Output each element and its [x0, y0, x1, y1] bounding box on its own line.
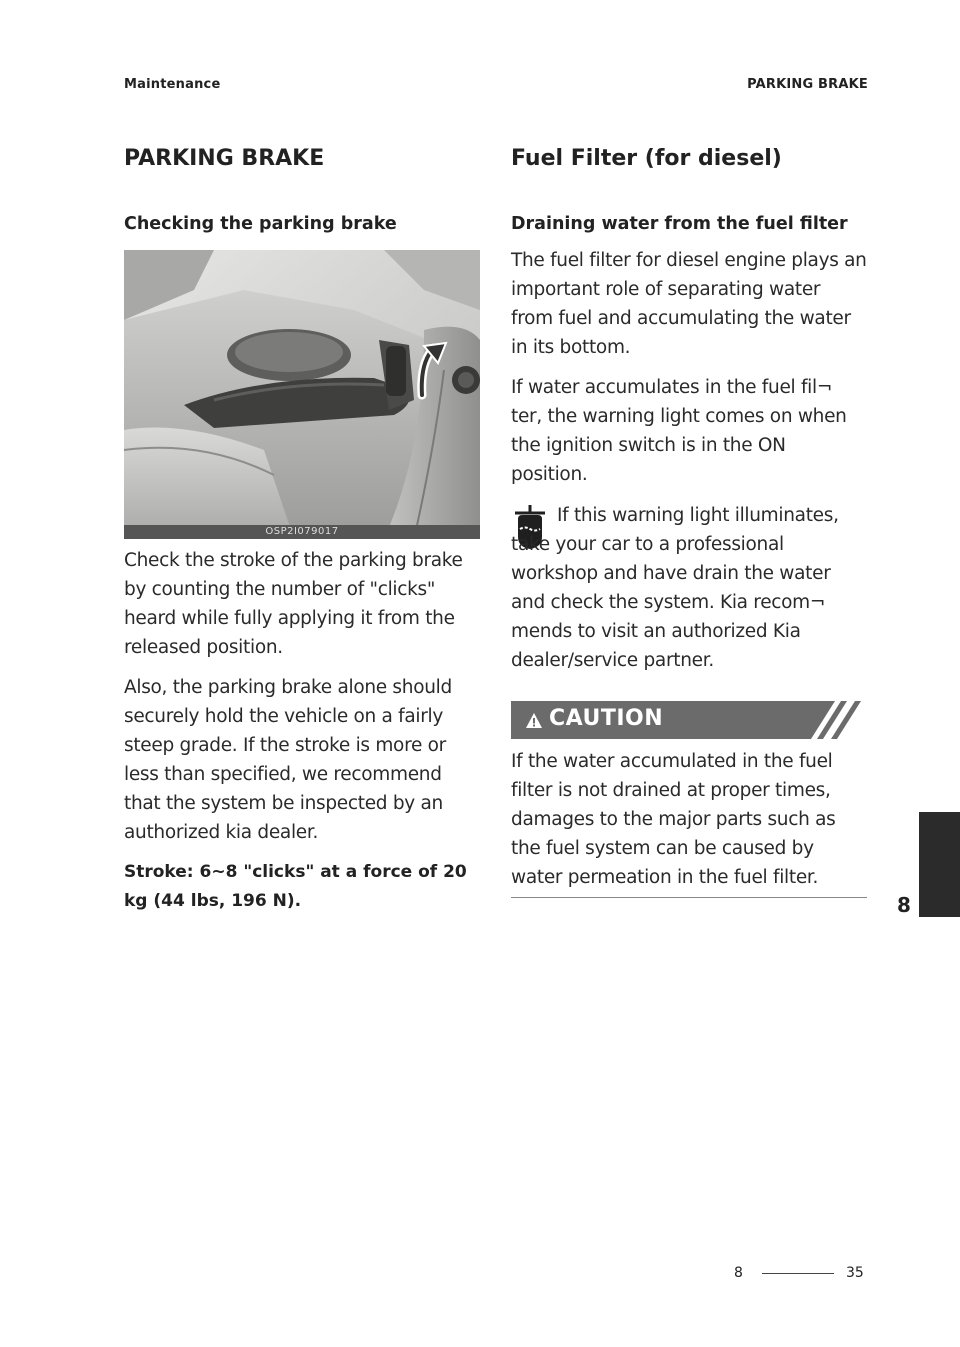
footer-divider [762, 1273, 834, 1274]
caution-banner [511, 701, 867, 739]
section-title-fuel-filter: Fuel Filter (for diesel) [511, 146, 782, 171]
paragraph-fuel-filter-role: The fuel filter for diesel engine plays an important role of separating water from fuel and accumulating the water in its bottom. [511, 250, 867, 358]
caution-end-rule [511, 897, 867, 898]
running-header-topic: PARKING BRAKE [747, 77, 868, 92]
footer-page-number: 35 [846, 1265, 864, 1281]
image-code-label: OSP2I079017 [124, 525, 480, 539]
paragraph-hold-vehicle: Also, the parking brake alone should securely hold the vehicle on a fairly steep grade. If the stroke is more or less than specified, we recommend that the system be inspected by an authorized kia dealer. [124, 677, 452, 843]
caution-text: If the water accumulated in the fuel filter is not drained at proper times, damages to the major parts such as the fuel system can be caused by water permeation in the fuel filter. [511, 751, 836, 888]
footer-chapter-number: 8 [734, 1265, 743, 1281]
paragraph-warning-light: If water accumulates in the fuel fil¬ ter, the warning light comes on when the ignition switch is in the ON position. [511, 377, 847, 485]
paragraph-check-stroke: Check the stroke of the parking brake by counting the number of "clicks" heard while fully applying it from the released position. [124, 550, 463, 658]
subtitle-checking-parking-brake: Checking the parking brake [124, 214, 397, 234]
parking-brake-illustration [124, 250, 480, 539]
chapter-tab-number: 8 [897, 893, 911, 917]
paragraph-workshop-advice: If this warning light illuminates, take your car to a professional workshop and have drain the water and check the system. Kia recom¬ mends to visit an authorized Kia dealer/service partner. [511, 505, 839, 671]
section-title-parking-brake: PARKING BRAKE [124, 146, 325, 171]
caution-triangle-icon [525, 712, 543, 729]
stroke-specification: Stroke: 6~8 "clicks" at a force of 20 kg (44 lbs, 196 N). [124, 862, 467, 911]
caution-stripes [807, 701, 867, 739]
subtitle-draining-water: Draining water from the fuel filter [511, 214, 848, 234]
chapter-side-tab [919, 812, 960, 917]
caution-label: CAUTION [549, 706, 664, 731]
running-header-section: Maintenance [124, 77, 221, 92]
parking-brake-photo [124, 250, 480, 539]
